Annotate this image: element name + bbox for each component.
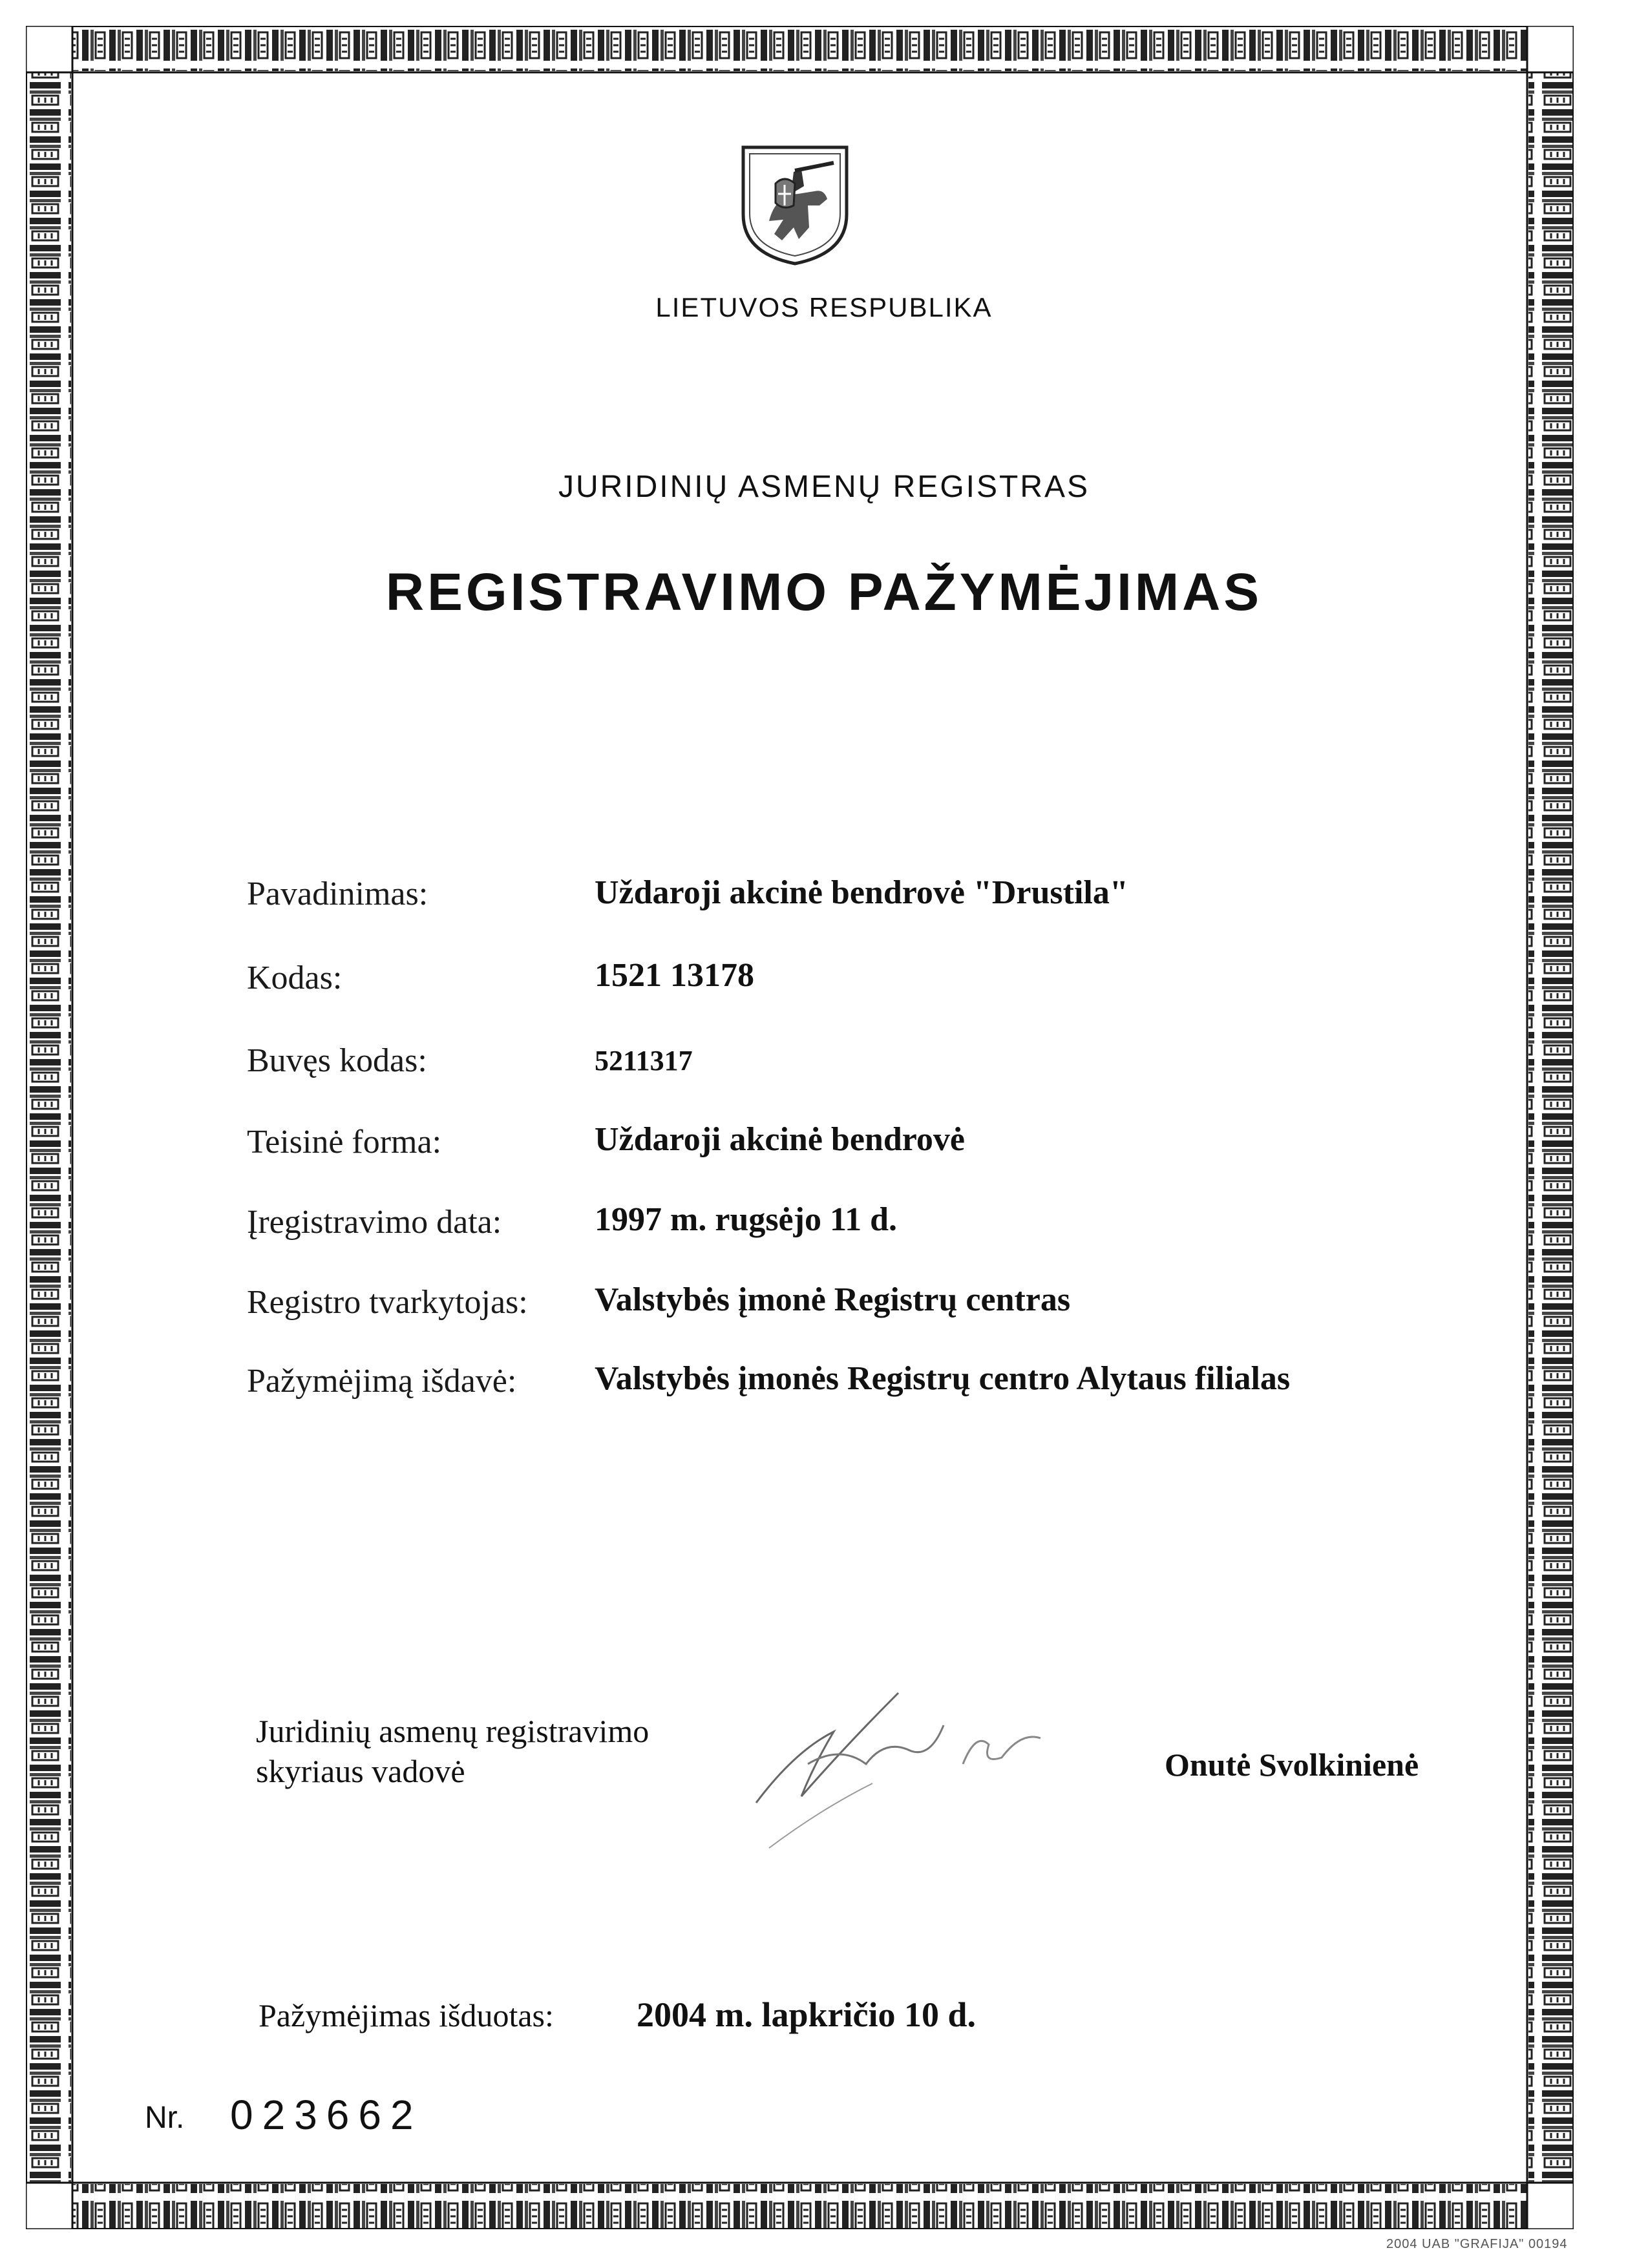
field-label-register-manager: Registro tvarkytojas: (247, 1284, 528, 1321)
register-heading: JURIDINIŲ ASMENŲ REGISTRAS (558, 470, 1090, 504)
field-label-legal-form: Teisinė forma: (247, 1124, 442, 1160)
field-value-name: Uždaroji akcinė bendrovė "Drustila" (595, 874, 1128, 911)
field-label-registration-date: Įregistravimo data: (247, 1204, 502, 1241)
certificate-number: 023662 (230, 2092, 423, 2138)
field-label-code: Kodas: (247, 960, 343, 996)
issued-date: 2004 m. lapkričio 10 d. (637, 1995, 977, 2034)
handwritten-signature (717, 1654, 1079, 1874)
field-value-register-manager: Valstybės įmonė Registrų centras (595, 1281, 1071, 1318)
field-value-code: 1521 13178 (595, 957, 754, 994)
field-label-name: Pavadinimas: (247, 876, 428, 912)
signatory-role-line2: skyriaus vadovė (256, 1753, 465, 1789)
signatory-role-line1: Juridinių asmenų registravimo (256, 1713, 650, 1749)
field-label-former-code: Buvęs kodas: (247, 1042, 427, 1079)
certificate-number-label: Nr. (145, 2101, 185, 2135)
document-title: REGISTRAVIMO PAŽYMĖJIMAS (385, 563, 1263, 622)
issued-label: Pažymėjimas išduotas: (259, 1997, 554, 2033)
field-value-issued-by: Valstybės įmonės Registrų centro Alytaus filialas (595, 1360, 1291, 1397)
printer-mark: 2004 UAB "GRAFIJA" 00194 (1386, 2237, 1568, 2251)
field-value-former-code: 5211317 (595, 1045, 693, 1076)
country-heading: LIETUVOS RESPUBLIKA (655, 292, 993, 322)
signatory-name: Onutė Svolkinienė (1165, 1747, 1419, 1783)
field-label-issued-by: Pažymėjimą išdavė: (247, 1363, 517, 1400)
field-value-legal-form: Uždaroji akcinė bendrovė (595, 1121, 965, 1158)
signatory-role (256, 1711, 649, 1791)
coat-of-arms-vytis-icon (737, 143, 853, 266)
field-value-registration-date: 1997 m. rugsėjo 11 d. (595, 1201, 897, 1238)
